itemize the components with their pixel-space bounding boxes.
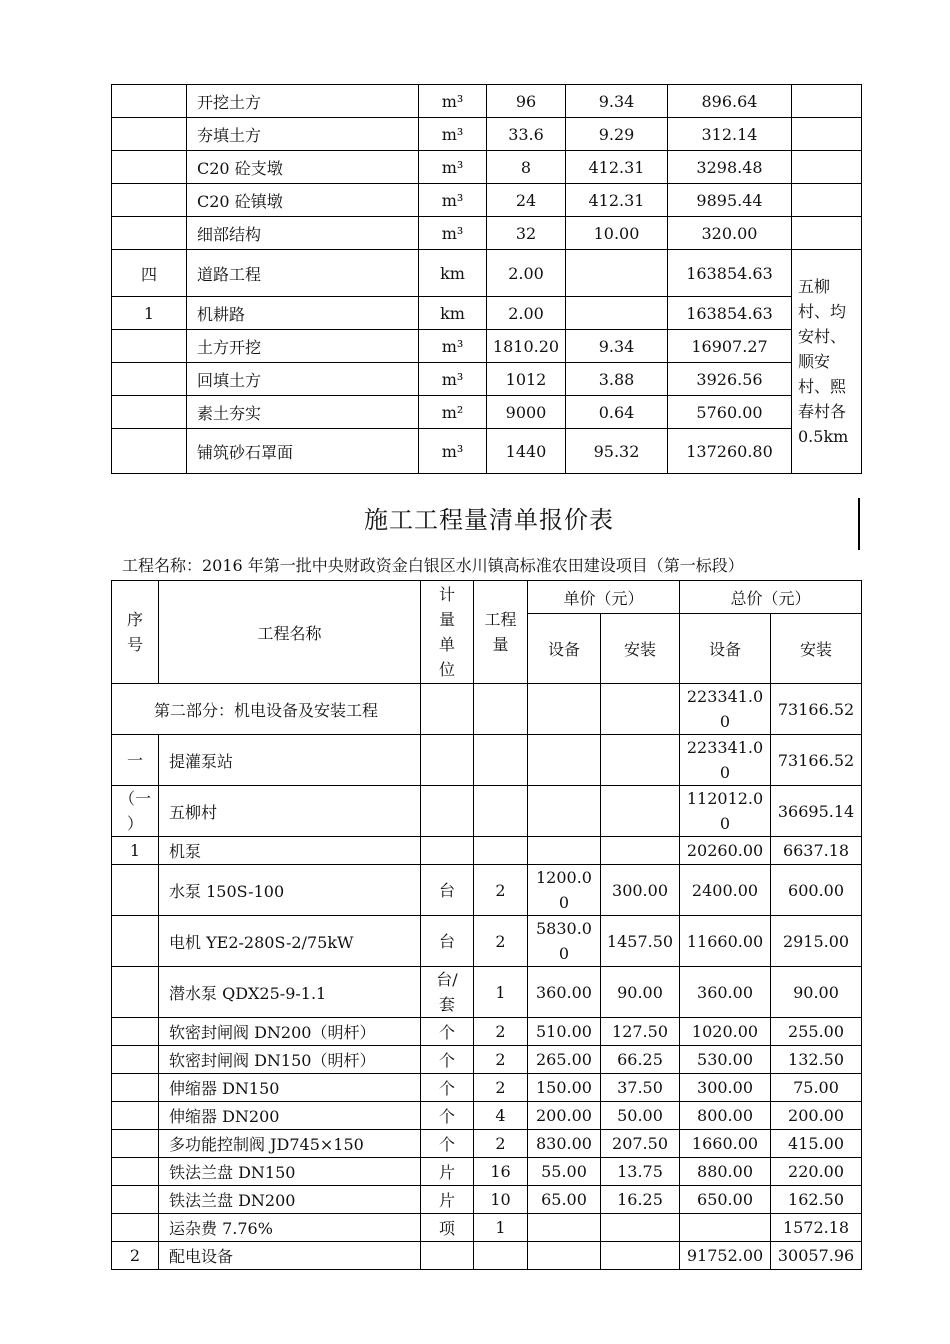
project-name-line: 工程名称：2016 年第一批中央财政资金白银区水川镇高标准农田建设项目（第一标段） [122, 556, 744, 575]
item-name-cell: 潜水泵 QDX25-9-1.1 [159, 967, 421, 1018]
header-total-price: 总价（元） [680, 581, 862, 614]
unit-cell: km [419, 297, 487, 330]
unit-cell: 片 [421, 1186, 474, 1214]
table-row [112, 396, 862, 429]
unit-price-cell [566, 297, 668, 330]
unit-install-cell: 37.50 [601, 1074, 680, 1102]
section-row [112, 684, 862, 735]
quantity-cell [474, 786, 528, 837]
seq-cell: 1 [112, 297, 187, 330]
unit-price-cell: 95.32 [566, 429, 668, 474]
seq-cell [112, 184, 187, 217]
total-install-cell: 1572.18 [771, 1214, 862, 1242]
header-unit: 计 量 单 位 [421, 581, 474, 684]
seq-cell [112, 865, 159, 916]
header-item-name: 工程名称 [159, 581, 421, 684]
unit-price-cell [566, 250, 668, 297]
item-name-cell: 配电设备 [159, 1242, 421, 1270]
header-unit-equipment: 设备 [528, 614, 601, 684]
total-install-cell: 255.00 [771, 1018, 862, 1046]
table-row [112, 429, 862, 474]
unit-cell: 项 [421, 1214, 474, 1242]
table-row [112, 837, 862, 865]
seq-cell: 2 [112, 1242, 159, 1270]
unit-equipment-cell: 360.00 [528, 967, 601, 1018]
total-install-cell: 220.00 [771, 1158, 862, 1186]
total-price-cell: 3926.56 [668, 363, 792, 396]
seq-cell [112, 1214, 159, 1242]
unit-price-cell: 10.00 [566, 217, 668, 250]
remark-cell [792, 85, 862, 118]
unit-install-cell [601, 684, 680, 735]
total-install-cell: 6637.18 [771, 837, 862, 865]
quantity-cell [474, 1242, 528, 1270]
item-name-cell: 素土夯实 [187, 396, 419, 429]
seq-cell: 四 [112, 250, 187, 297]
table-row [112, 1074, 862, 1102]
total-equipment-cell: 223341.0 0 [680, 735, 771, 786]
unit-equipment-cell: 200.00 [528, 1102, 601, 1130]
item-name-cell: 提灌泵站 [159, 735, 421, 786]
total-install-cell: 36695.14 [771, 786, 862, 837]
quantity-cell: 2 [474, 1046, 528, 1074]
item-name-cell: 多功能控制阀 JD745×150 [159, 1130, 421, 1158]
item-name-cell: 伸缩器 DN200 [159, 1102, 421, 1130]
unit-cell: 个 [421, 1074, 474, 1102]
total-price-cell: 163854.63 [668, 250, 792, 297]
unit-price-cell: 412.31 [566, 151, 668, 184]
item-name-cell: 铁法兰盘 DN200 [159, 1186, 421, 1214]
quantity-cell: 33.6 [487, 118, 566, 151]
unit-install-cell: 66.25 [601, 1046, 680, 1074]
total-equipment-cell: 360.00 [680, 967, 771, 1018]
unit-equipment-cell: 55.00 [528, 1158, 601, 1186]
quantity-cell: 1 [474, 1214, 528, 1242]
seq-cell [112, 1158, 159, 1186]
unit-cell: m³ [419, 118, 487, 151]
unit-install-cell [601, 735, 680, 786]
unit-price-cell: 9.34 [566, 85, 668, 118]
total-install-cell: 75.00 [771, 1074, 862, 1102]
table-row [112, 184, 862, 217]
total-equipment-cell: 20260.00 [680, 837, 771, 865]
unit-equipment-cell [528, 684, 601, 735]
seq-cell [112, 217, 187, 250]
total-equipment-cell: 880.00 [680, 1158, 771, 1186]
unit-install-cell: 16.25 [601, 1186, 680, 1214]
quantity-cell: 9000 [487, 396, 566, 429]
unit-cell: m³ [419, 429, 487, 474]
unit-cell: 片 [421, 1158, 474, 1186]
total-equipment-cell: 1020.00 [680, 1018, 771, 1046]
total-equipment-cell: 91752.00 [680, 1242, 771, 1270]
unit-install-cell: 300.00 [601, 865, 680, 916]
quantity-cell: 2 [474, 1074, 528, 1102]
remark-cell [792, 184, 862, 217]
seq-cell [112, 1074, 159, 1102]
item-name-cell: 水泵 150S-100 [159, 865, 421, 916]
unit-price-cell: 9.34 [566, 330, 668, 363]
unit-cell: 台 [421, 916, 474, 967]
table-row [112, 151, 862, 184]
unit-cell: 台/ 套 [421, 967, 474, 1018]
quantity-cell: 96 [487, 85, 566, 118]
quantity-cell: 16 [474, 1158, 528, 1186]
header-unit-price: 单价（元） [528, 581, 680, 614]
total-install-cell: 200.00 [771, 1102, 862, 1130]
seq-cell [112, 967, 159, 1018]
engineering-quantity-table-continued [111, 84, 862, 474]
unit-cell: m² [419, 396, 487, 429]
quantity-cell: 1 [474, 967, 528, 1018]
seq-cell [112, 1046, 159, 1074]
unit-install-cell [601, 837, 680, 865]
item-name-cell: 铁法兰盘 DN150 [159, 1158, 421, 1186]
item-name-cell: 道路工程 [187, 250, 419, 297]
item-name-cell: 细部结构 [187, 217, 419, 250]
total-equipment-cell: 530.00 [680, 1046, 771, 1074]
item-name-cell: 电机 YE2-280S-2/75kW [159, 916, 421, 967]
total-install-cell: 600.00 [771, 865, 862, 916]
total-price-cell: 9895.44 [668, 184, 792, 217]
header-seq: 序 号 [112, 581, 159, 684]
unit-install-cell: 50.00 [601, 1102, 680, 1130]
unit-cell: 个 [421, 1046, 474, 1074]
unit-cell: m³ [419, 363, 487, 396]
total-equipment-cell: 2400.00 [680, 865, 771, 916]
item-name-cell: 机泵 [159, 837, 421, 865]
seq-cell: 一 [112, 735, 159, 786]
quantity-cell: 4 [474, 1102, 528, 1130]
item-name-cell: 五柳村 [159, 786, 421, 837]
total-price-cell: 3298.48 [668, 151, 792, 184]
table-row [112, 85, 862, 118]
table-row [112, 118, 862, 151]
total-equipment-cell: 223341.0 0 [680, 684, 771, 735]
unit-cell: m³ [419, 217, 487, 250]
header-total-equipment: 设备 [680, 614, 771, 684]
unit-cell: 台 [421, 865, 474, 916]
section-label: 第二部分：机电设备及安装工程 [112, 684, 421, 735]
table-row [112, 1046, 862, 1074]
unit-cell [421, 1242, 474, 1270]
unit-equipment-cell: 830.00 [528, 1130, 601, 1158]
item-name-cell: 机耕路 [187, 297, 419, 330]
quantity-cell: 8 [487, 151, 566, 184]
unit-price-cell: 0.64 [566, 396, 668, 429]
header-quantity: 工程 量 [474, 581, 528, 684]
unit-equipment-cell [528, 735, 601, 786]
total-price-cell: 137260.80 [668, 429, 792, 474]
unit-price-cell: 3.88 [566, 363, 668, 396]
table-row [112, 330, 862, 363]
item-name-cell: 回填土方 [187, 363, 419, 396]
total-price-cell: 5760.00 [668, 396, 792, 429]
seq-cell [112, 85, 187, 118]
unit-install-cell [601, 1214, 680, 1242]
quantity-cell: 1440 [487, 429, 566, 474]
unit-install-cell [601, 1242, 680, 1270]
item-name-cell: 土方开挖 [187, 330, 419, 363]
unit-cell: 个 [421, 1130, 474, 1158]
seq-cell [112, 396, 187, 429]
unit-equipment-cell [528, 1214, 601, 1242]
table-row [112, 297, 862, 330]
table-row [112, 1158, 862, 1186]
unit-equipment-cell: 65.00 [528, 1186, 601, 1214]
seq-cell [112, 363, 187, 396]
table-row [112, 735, 862, 786]
total-equipment-cell: 1660.00 [680, 1130, 771, 1158]
quantity-cell: 2.00 [487, 250, 566, 297]
total-equipment-cell: 112012.0 0 [680, 786, 771, 837]
total-equipment-cell: 11660.00 [680, 916, 771, 967]
seq-cell: （一 ） [112, 786, 159, 837]
unit-cell: km [419, 250, 487, 297]
margin-bar [858, 498, 860, 550]
total-install-cell: 132.50 [771, 1046, 862, 1074]
remark-cell [792, 118, 862, 151]
quotation-table [111, 580, 862, 1270]
quantity-cell [474, 837, 528, 865]
header-unit-install: 安装 [601, 614, 680, 684]
table-row [112, 250, 862, 297]
unit-equipment-cell: 150.00 [528, 1074, 601, 1102]
total-equipment-cell: 800.00 [680, 1102, 771, 1130]
unit-cell: m³ [419, 151, 487, 184]
unit-cell: m³ [419, 330, 487, 363]
total-install-cell: 73166.52 [771, 735, 862, 786]
seq-cell [112, 118, 187, 151]
seq-cell [112, 1102, 159, 1130]
quantity-cell: 2 [474, 916, 528, 967]
total-price-cell: 163854.63 [668, 297, 792, 330]
total-install-cell: 73166.52 [771, 684, 862, 735]
quantity-cell: 2.00 [487, 297, 566, 330]
quantity-cell: 24 [487, 184, 566, 217]
table-row [112, 1130, 862, 1158]
unit-price-cell: 412.31 [566, 184, 668, 217]
unit-install-cell: 127.50 [601, 1018, 680, 1046]
total-install-cell: 415.00 [771, 1130, 862, 1158]
table-row [112, 1018, 862, 1046]
total-install-cell: 30057.96 [771, 1242, 862, 1270]
unit-cell [421, 837, 474, 865]
unit-equipment-cell: 5830.0 0 [528, 916, 601, 967]
unit-cell: m³ [419, 85, 487, 118]
unit-equipment-cell: 1200.0 0 [528, 865, 601, 916]
unit-cell [421, 786, 474, 837]
table-row [112, 786, 862, 837]
total-price-cell: 896.64 [668, 85, 792, 118]
page-title: 施工工程量清单报价表 [364, 506, 614, 534]
table-row [112, 1186, 862, 1214]
seq-cell [112, 916, 159, 967]
seq-cell [112, 330, 187, 363]
total-price-cell: 320.00 [668, 217, 792, 250]
unit-price-cell: 9.29 [566, 118, 668, 151]
unit-install-cell: 1457.50 [601, 916, 680, 967]
seq-cell: 1 [112, 837, 159, 865]
total-equipment-cell: 650.00 [680, 1186, 771, 1214]
item-name-cell: 软密封闸阀 DN200（明杆） [159, 1018, 421, 1046]
table-row [112, 916, 862, 967]
item-name-cell: C20 砼镇墩 [187, 184, 419, 217]
header-row [112, 581, 862, 614]
table-row [112, 865, 862, 916]
header-total-install: 安装 [771, 614, 862, 684]
total-price-cell: 312.14 [668, 118, 792, 151]
total-install-cell: 2915.00 [771, 916, 862, 967]
seq-cell [112, 1130, 159, 1158]
table-row [112, 1214, 862, 1242]
total-equipment-cell [680, 1214, 771, 1242]
quantity-cell: 10 [474, 1186, 528, 1214]
unit-cell [421, 684, 474, 735]
table-row [112, 1102, 862, 1130]
item-name-cell: 夯填土方 [187, 118, 419, 151]
unit-install-cell: 90.00 [601, 967, 680, 1018]
total-install-cell: 162.50 [771, 1186, 862, 1214]
quantity-cell: 2 [474, 1130, 528, 1158]
quantity-cell: 32 [487, 217, 566, 250]
quantity-cell [474, 684, 528, 735]
table-row [112, 1242, 862, 1270]
seq-cell [112, 151, 187, 184]
total-equipment-cell: 300.00 [680, 1074, 771, 1102]
unit-equipment-cell [528, 837, 601, 865]
item-name-cell: 软密封闸阀 DN150（明杆） [159, 1046, 421, 1074]
seq-cell [112, 429, 187, 474]
unit-cell [421, 735, 474, 786]
unit-cell: m³ [419, 184, 487, 217]
unit-install-cell: 207.50 [601, 1130, 680, 1158]
quantity-cell: 2 [474, 865, 528, 916]
road-remark-note: 五柳 村、均 安村、 顺安 村、熙 春村各 0.5km [792, 250, 862, 474]
unit-cell: 个 [421, 1102, 474, 1130]
quantity-cell: 2 [474, 1018, 528, 1046]
total-price-cell: 16907.27 [668, 330, 792, 363]
remark-cell [792, 217, 862, 250]
remark-cell [792, 151, 862, 184]
table-row [112, 363, 862, 396]
quantity-cell [474, 735, 528, 786]
item-name-cell: C20 砼支墩 [187, 151, 419, 184]
quantity-cell: 1012 [487, 363, 566, 396]
item-name-cell: 伸缩器 DN150 [159, 1074, 421, 1102]
unit-install-cell [601, 786, 680, 837]
item-name-cell: 铺筑砂石罩面 [187, 429, 419, 474]
table-row [112, 217, 862, 250]
unit-install-cell: 13.75 [601, 1158, 680, 1186]
quantity-cell: 1810.20 [487, 330, 566, 363]
seq-cell [112, 1018, 159, 1046]
unit-equipment-cell [528, 1242, 601, 1270]
table-row [112, 967, 862, 1018]
unit-equipment-cell [528, 786, 601, 837]
unit-equipment-cell: 510.00 [528, 1018, 601, 1046]
total-install-cell: 90.00 [771, 967, 862, 1018]
item-name-cell: 运杂费 7.76% [159, 1214, 421, 1242]
unit-equipment-cell: 265.00 [528, 1046, 601, 1074]
item-name-cell: 开挖土方 [187, 85, 419, 118]
unit-cell: 个 [421, 1018, 474, 1046]
seq-cell [112, 1186, 159, 1214]
